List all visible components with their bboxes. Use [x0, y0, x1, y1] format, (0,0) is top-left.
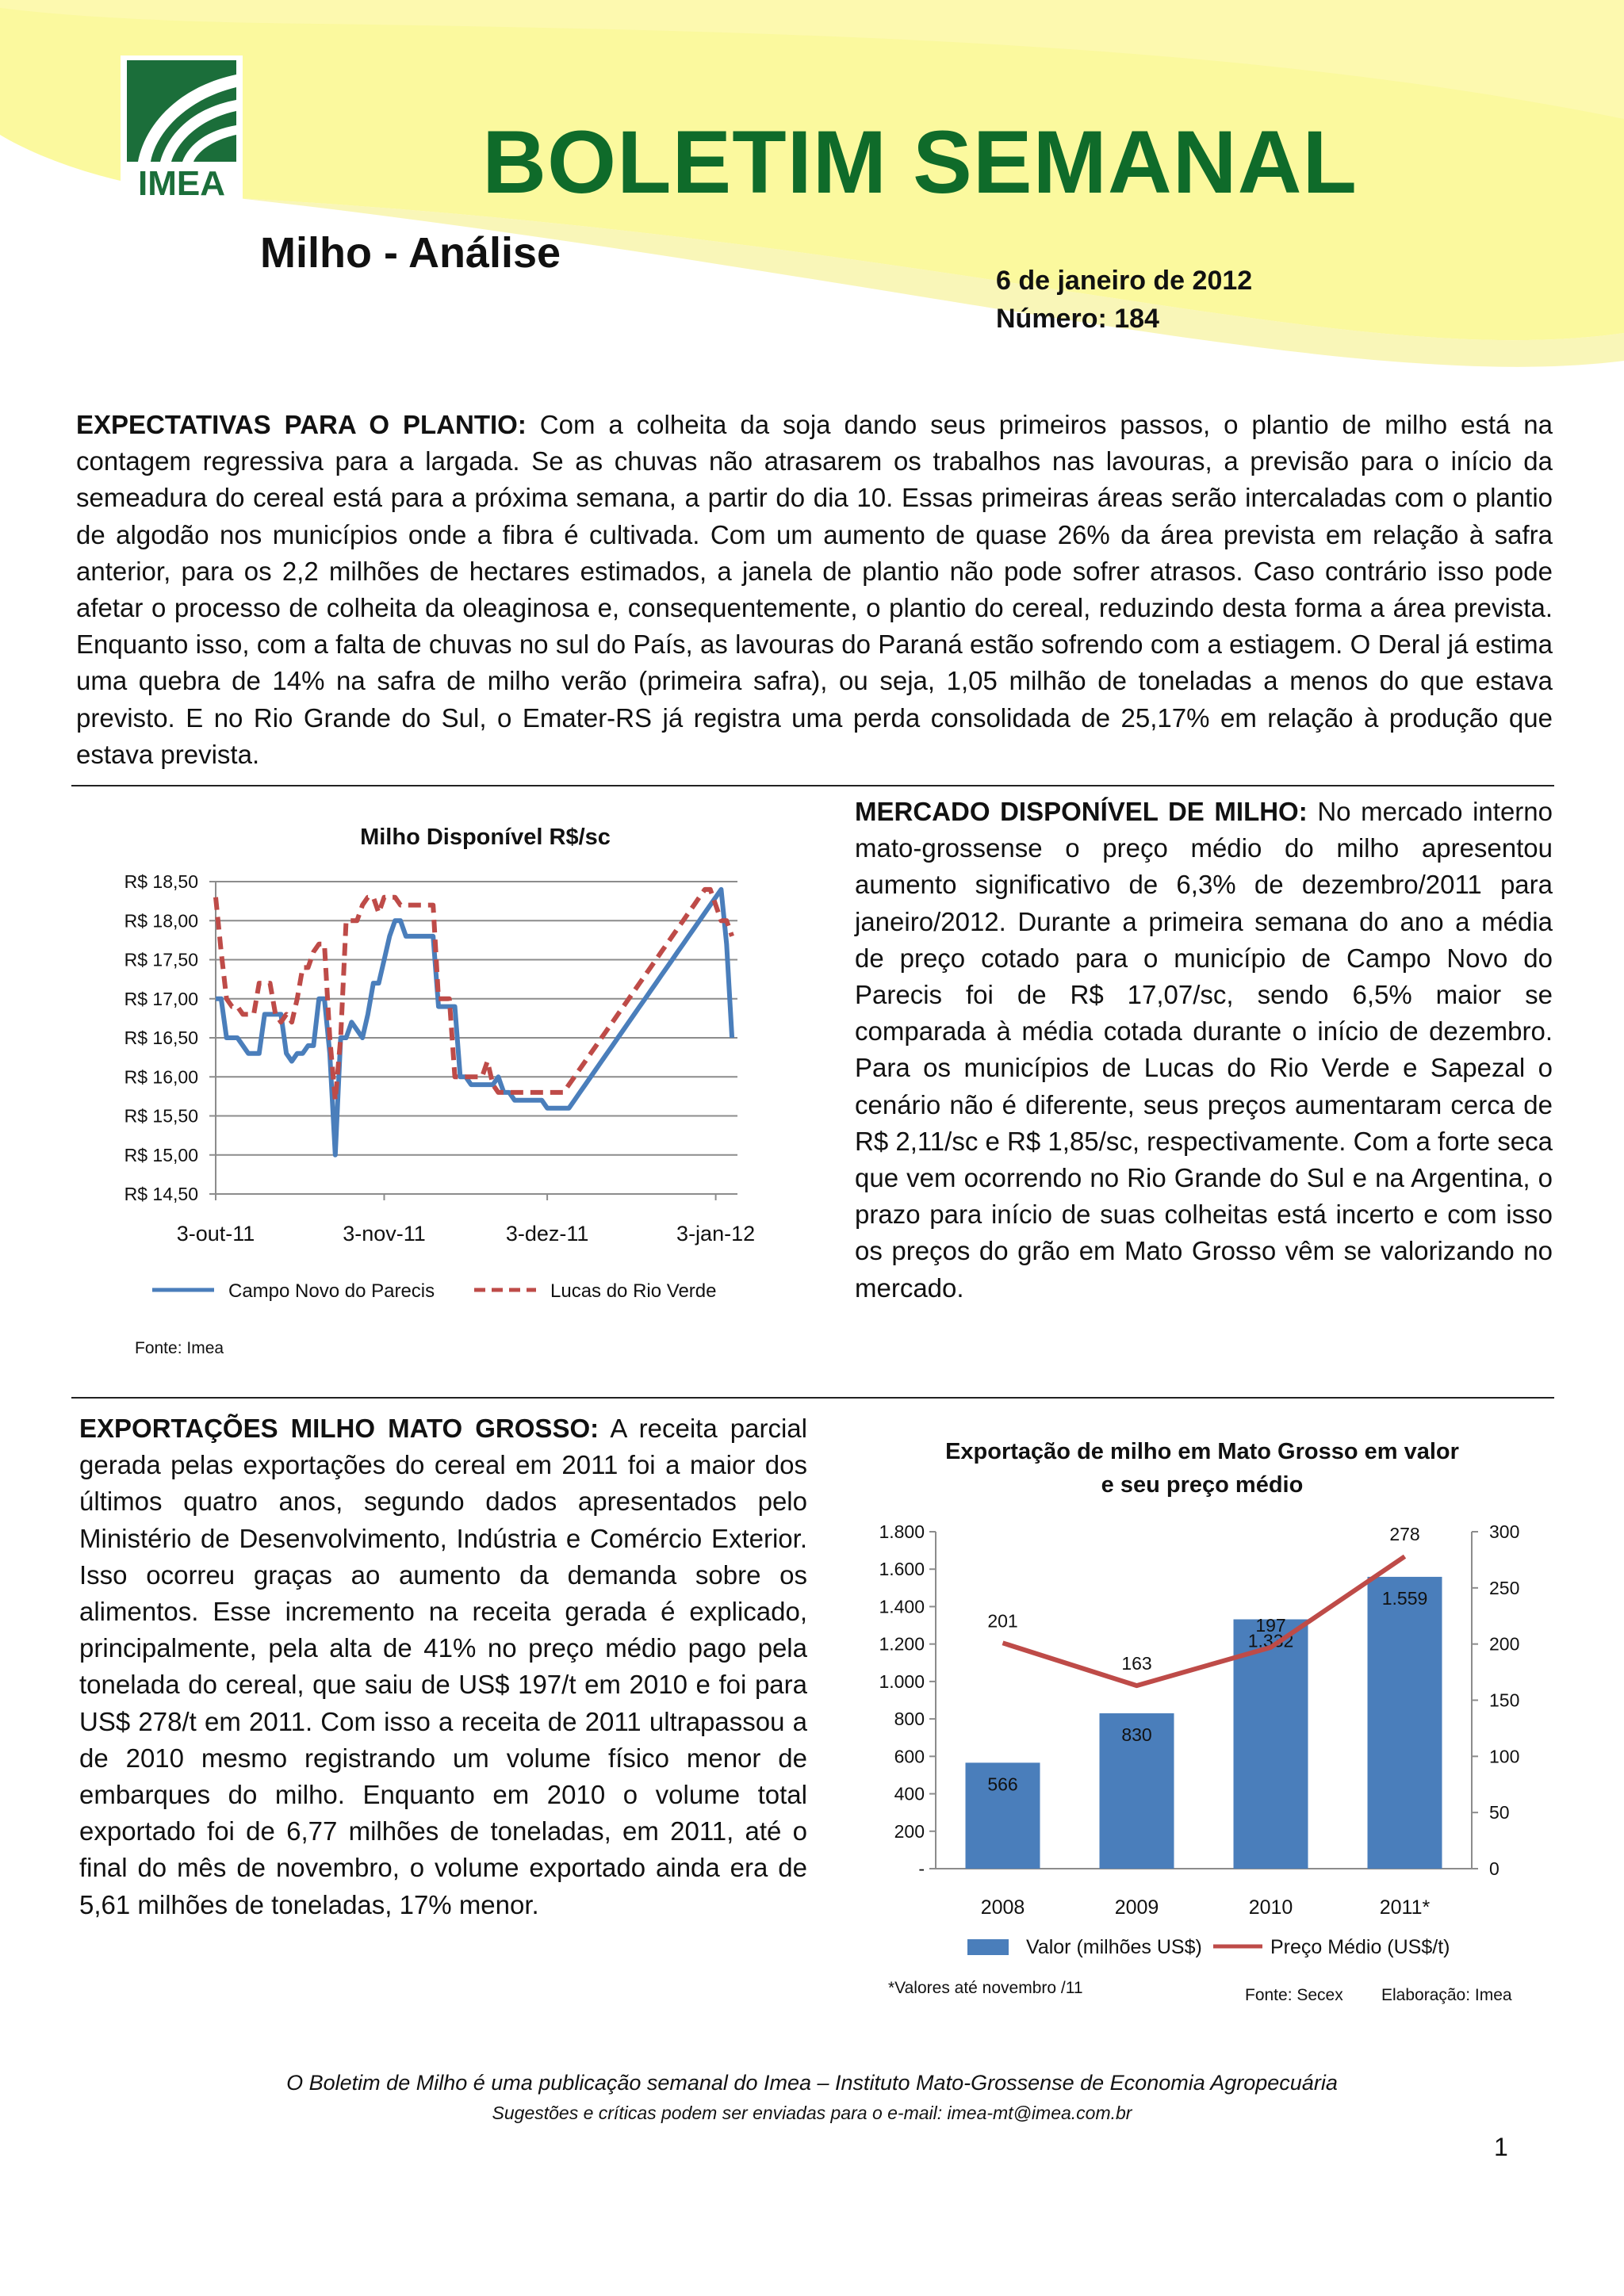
chart1-y-tick-label: R$ 16,50 — [124, 1027, 198, 1048]
export-value-bar-label: 1.559 — [1381, 1587, 1428, 1609]
chart1-x-tick-label: 3-nov-11 — [343, 1222, 426, 1246]
chart2-title-line2: e seu preço médio — [1101, 1472, 1304, 1498]
legend-lucas-label: Lucas do Rio Verde — [550, 1280, 717, 1302]
chart2-category-label: 2010 — [1248, 1896, 1293, 1919]
chart2-credit: Elaboração: Imea — [1381, 1986, 1512, 2004]
footer-contact-line: Sugestões e críticas podem ser enviadas para o e-mail: imea-mt@imea.com.br — [492, 2103, 1132, 2123]
logo-text: IMEA — [138, 164, 225, 201]
footer-publication-line: O Boletim de Milho é uma publicação semanal do Imea – Instituto Mato-Grossense de Economia Agropecuária — [286, 2071, 1338, 2095]
chart2-left-tick-label: 1.800 — [879, 1521, 925, 1542]
issue-number: Número: 184 — [996, 304, 1159, 334]
bulletin-subtitle: Milho - Análise — [260, 229, 561, 277]
chart1-y-tick-label: R$ 18,50 — [124, 871, 198, 892]
section-exports — [79, 1410, 807, 1923]
export-value-bar — [1368, 1577, 1442, 1869]
chart2-right-tick-label: 250 — [1489, 1577, 1520, 1598]
page-number: 1 — [1494, 2133, 1508, 2161]
chart1-y-tick-label: R$ 18,00 — [124, 910, 198, 932]
imea-logo — [121, 55, 243, 201]
divider-middle — [71, 1397, 1554, 1399]
chart2-right-tick-label: 100 — [1489, 1746, 1520, 1767]
avg-price-label: 201 — [987, 1610, 1018, 1632]
export-value-bar-label: 566 — [987, 1774, 1018, 1795]
section-market-body: No mercado interno mato-grossense o preço médio do milho apresentou aumento significativo de 6,3% de dezembro/2011 para janeiro/2012. Durante a primeira semana do ano a média de preço cotado para o município de Campo Novo do Parecis foi de R$ 17,07/sc, sendo 6,5% maior se comparada à média cotada durante o início de dezembro. Para os municípios de Lucas do Rio Verde e Sapezal o cenário não é diferente, seus preços aumentaram cerca de R$ 2,11/sc e R$ 1,85/sc, respectivamente. Com a forte seca que vem ocorrendo no Rio Grande do Sul e na Argentina, o prazo para início de suas colheitas está incerto e com isso os preços do grão em Mato Grosso vêm se valorizando no mercado. — [855, 797, 1553, 1303]
legend-value-swatch — [967, 1939, 1009, 1955]
chart2-category-label: 2009 — [1114, 1896, 1159, 1919]
issue-date: 6 de janeiro de 2012 — [996, 266, 1253, 296]
section-market — [855, 794, 1553, 1307]
chart1-y-tick-label: R$ 16,00 — [124, 1066, 198, 1088]
legend-value-label: Valor (milhões US$) — [1026, 1936, 1202, 1958]
chart2-right-tick-label: 300 — [1489, 1521, 1520, 1542]
chart2-source: Fonte: Secex — [1245, 1986, 1343, 2004]
chart1-title: Milho Disponível R$/sc — [360, 825, 611, 850]
legend-price-label: Preço Médio (US$/t) — [1270, 1936, 1450, 1958]
chart1-y-tick-label: R$ 15,50 — [124, 1105, 198, 1127]
section-market-heading: MERCADO DISPONÍVEL DE MILHO: — [855, 797, 1308, 826]
chart2-left-tick-label: 1.600 — [879, 1559, 925, 1580]
section-planting-body: Com a colheita da soja dando seus primeiros passos, o plantio de milho está na contagem regressiva para a largada. Se as chuvas não atrasarem os trabalhos nas lavouras, a previsão para o início da semeadura do cereal está para a próxima semana, a partir do dia 10. Essas primeiras áreas serão intercaladas com o plantio de algodão nos municípios onde a fibra é cultivada. Com um aumento de quase 26% da área prevista em relação à safra anterior, para os 2,2 milhões de hectares estimados, a janela de plantio não pode sofrer atrasos. Caso contrário isso pode afetar o processo de colheita da oleaginosa e, consequentemente, o plantio do cereal, reduzindo desta forma a área prevista. Enquanto isso, com a falta de chuvas no sul do País, as lavouras do Paraná estão sofrendo com a estiagem. O Deral já estima uma quebra de 14% na safra de milho verão (primeira safra), ou seja, 1,05 milhão de toneladas a menos do que estava previsto. E no Rio Grande do Sul, o Emater-RS já registra uma perda consolidada de 25,17% em relação à produção que estava prevista. — [76, 410, 1553, 769]
chart2-right-tick-label: 50 — [1489, 1802, 1510, 1823]
exports-combo-chart — [856, 1419, 1554, 2014]
chart1-x-tick-label: 3-out-11 — [176, 1222, 255, 1246]
chart2-left-tick-label: 600 — [894, 1746, 925, 1767]
chart1-x-tick-label: 3-jan-12 — [676, 1222, 756, 1246]
chart2-left-tick-label: 1.000 — [879, 1670, 925, 1692]
issue-info — [996, 262, 1252, 338]
chart2-left-tick-label: 800 — [894, 1709, 925, 1730]
chart1-y-tick-label: R$ 17,00 — [124, 988, 198, 1009]
chart2-right-tick-label: 0 — [1489, 1858, 1500, 1879]
divider-top — [71, 785, 1554, 786]
chart1-y-tick-label: R$ 15,00 — [124, 1144, 198, 1165]
chart2-right-tick-label: 200 — [1489, 1633, 1520, 1655]
chart2-left-tick-label: 400 — [894, 1783, 925, 1804]
section-planting-heading: EXPECTATIVAS PARA O PLANTIO: — [76, 410, 527, 439]
legend-campo-novo-label: Campo Novo do Parecis — [228, 1280, 435, 1302]
chart2-right-tick-label: 150 — [1489, 1689, 1520, 1711]
chart2-left-tick-label: 1.200 — [879, 1633, 925, 1655]
chart2-category-label: 2008 — [980, 1896, 1025, 1919]
chart2-category-label: 2011* — [1379, 1896, 1431, 1919]
chart2-left-tick-label: - — [918, 1858, 925, 1879]
avg-price-label: 197 — [1255, 1614, 1286, 1636]
chart1-legend — [152, 1280, 716, 1302]
price-line-chart — [76, 793, 853, 1372]
chart1-y-tick-label: R$ 17,50 — [124, 949, 198, 970]
chart2-left-tick-label: 200 — [894, 1820, 925, 1842]
chart1-source: Fonte: Imea — [135, 1339, 224, 1357]
chart2-note: *Valores até novembro /11 — [888, 1979, 1083, 1997]
avg-price-label: 278 — [1389, 1524, 1420, 1545]
section-exports-body: A receita parcial gerada pelas exportações do cereal em 2011 foi a maior dos últimos quatro anos, segundo dados apresentados pelo Ministério de Desenvolvimento, Indústria e Comércio Exterior. Isso ocorreu graças ao aumento da demanda sobre os alimentos. Esse incremento na receita gerada é explicado, principalmente, pela alta de 41% no preço médio pago pela tonelada do cereal, que saiu de US$ 197/t em 2010 e foi para US$ 278/t em 2011. Com isso a receita de 2011 ultrapassou a de 2010 mesmo registrando um volume físico menor de embarques do milho. Enquanto em 2010 o volume total exportado foi de 6,77 milhões de toneladas, em 2011, até o final do mês de novembro, o volume exportado ainda era de 5,61 milhões de toneladas, 17% menor. — [79, 1414, 807, 1919]
avg-price-label: 163 — [1121, 1653, 1152, 1674]
chart1-x-tick-label: 3-dez-11 — [505, 1222, 589, 1246]
section-exports-heading: EXPORTAÇÕES MILHO MATO GROSSO: — [79, 1414, 599, 1443]
export-value-bar-label: 1.332 — [1247, 1630, 1294, 1651]
section-planting — [76, 407, 1553, 773]
chart1-y-tick-label: R$ 14,50 — [124, 1184, 198, 1204]
chart2-left-tick-label: 1.400 — [879, 1596, 925, 1617]
chart2-title-line1: Exportação de milho em Mato Grosso em valor — [945, 1439, 1459, 1464]
bulletin-title: BOLETIM SEMANAL — [482, 113, 1358, 212]
export-value-bar-label: 830 — [1121, 1724, 1152, 1746]
